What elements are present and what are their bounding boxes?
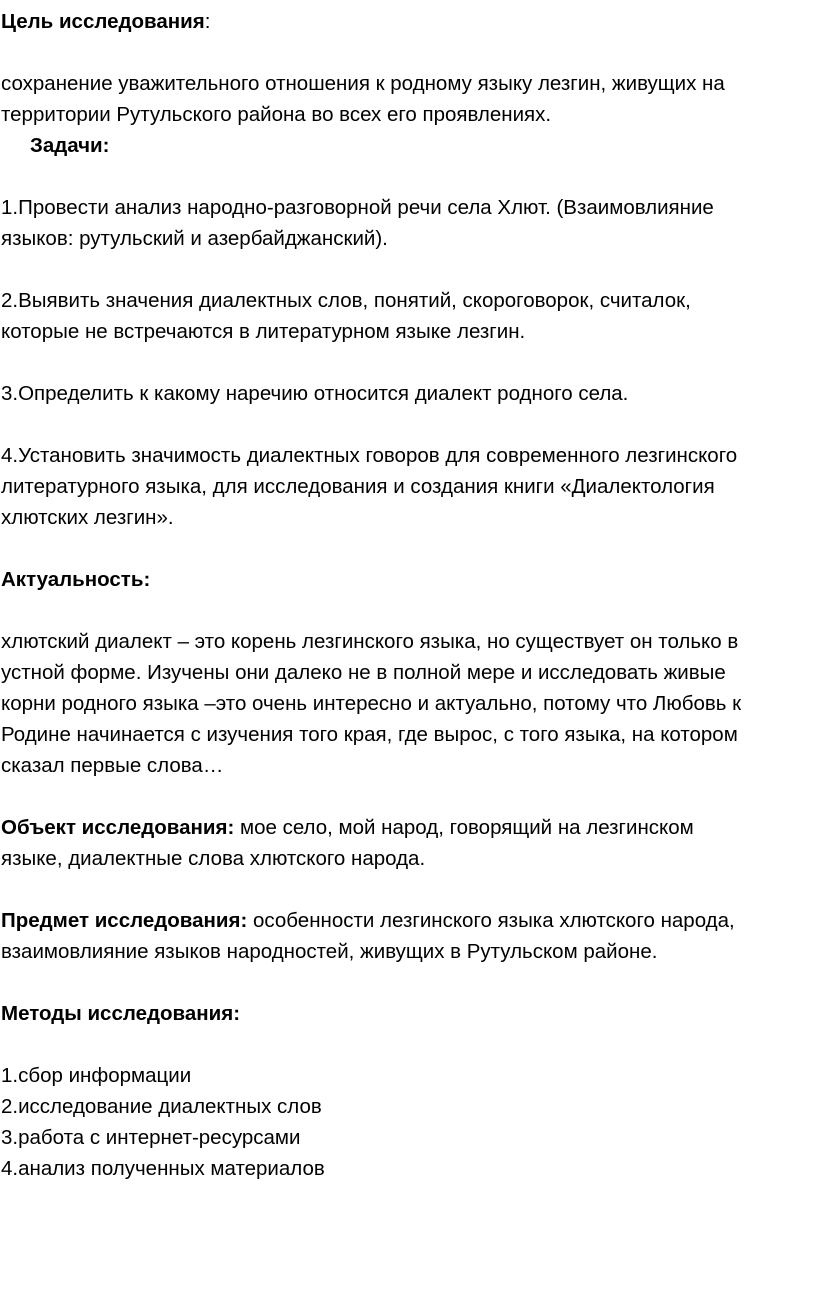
goal-heading-colon: : [204,10,211,33]
task-1-line-1: 1.Провести анализ народно-разговорной речи села Хлют. (Взаимовлияние [1,196,714,219]
task-1-line-2: языков: рутульский и азербайджанский). [1,227,388,250]
spacer [0,533,816,564]
subject-line-2: взаимовлияние языков народностей, живущих в Рутульском районе. [1,940,658,963]
method-item-2: 2.исследование диалектных слов [1,1095,322,1118]
spacer [0,595,816,626]
task-2-line-1: 2.Выявить значения диалектных слов, понятий, скороговорок, считалок, [1,289,691,312]
task-4-line-2: литературного языка, для исследования и создания книги «Диалектология [1,475,715,498]
object-line-1 [0,812,816,843]
relevance-line-3: корни родного языка –это очень интересно и актуально, потому что Любовь к [1,692,742,715]
tasks-heading: Задачи: [30,134,110,157]
subject-line-1 [0,905,816,936]
task-3-line-1: 3.Определить к какому наречию относится диалект родного села. [1,382,629,405]
spacer [0,347,816,378]
task-4-line-1: 4.Установить значимость диалектных говоров для современного лезгинского [1,444,738,467]
relevance-line-2: устной форме. Изучены они далеко не в полной мере и исследовать живые [1,661,726,684]
method-item-4: 4.анализ полученных материалов [1,1157,325,1180]
spacer [0,1029,816,1060]
spacer [0,161,816,192]
task-4-line-3: хлютских лезгин». [1,506,174,529]
relevance-heading: Актуальность: [1,568,151,591]
goal-heading: Цель исследования [1,10,205,33]
object-line-2: языке, диалектные слова хлютского народа. [1,847,426,870]
spacer [0,874,816,905]
method-item-1: 1.сбор информации [1,1064,192,1087]
method-item-3: 3.работа с интернет-ресурсами [1,1126,301,1149]
relevance-line-1: хлютский диалект – это корень лезгинского языка, но существует он только в [1,630,739,653]
subject-text: особенности лезгинского языка хлютского народа, [247,909,735,932]
spacer [0,781,816,812]
methods-heading: Методы исследования: [1,1002,241,1025]
relevance-line-5: сказал первые слова… [1,754,224,777]
goal-text-line-2: территории Рутульского района во всех его проявлениях. [1,103,552,126]
relevance-line-4: Родине начинается с изучения того края, где вырос, с того языка, на котором [1,723,738,746]
spacer [0,409,816,440]
object-text: мое село, мой народ, говорящий на лезгинском [234,816,694,839]
object-heading: Объект исследования: [1,816,235,839]
task-2-line-2: которые не встречаются в литературном языке лезгин. [1,320,526,343]
spacer [0,967,816,998]
spacer [0,254,816,285]
subject-heading: Предмет исследования: [1,909,248,932]
spacer [0,37,816,68]
goal-text-line-1: сохранение уважительного отношения к родному языку лезгин, живущих на [1,72,725,95]
goal-heading-line [0,6,816,37]
